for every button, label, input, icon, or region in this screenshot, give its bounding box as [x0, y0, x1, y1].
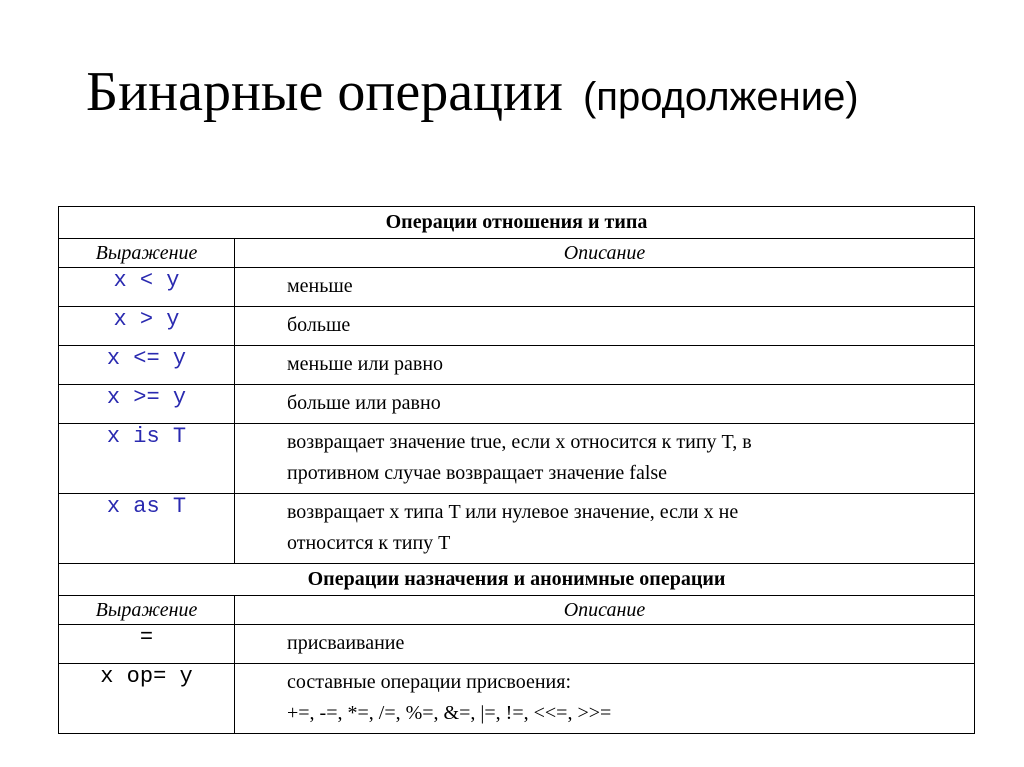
table-row [59, 268, 975, 307]
description-cell [235, 424, 975, 494]
column-header-row [59, 239, 975, 268]
expression-cell: x >= y [59, 385, 235, 424]
description-text: больше [287, 314, 351, 336]
page-title [86, 62, 859, 124]
description-cell [235, 494, 975, 564]
title-subtitle: (продолжение) [582, 75, 859, 119]
section-header-assignment: Операции назначения и анонимные операции [59, 564, 975, 596]
column-header-row [59, 596, 975, 625]
description-text: возвращает x типа T или нулевое значение, если x не [287, 501, 739, 523]
description-cell [235, 346, 975, 385]
expression-cell: x <= y [59, 346, 235, 385]
description-text: больше или равно [287, 392, 441, 414]
column-header-expression: Выражение [59, 239, 235, 268]
expression-cell: x > y [59, 307, 235, 346]
expression-cell: x < y [59, 268, 235, 307]
section-header-relational: Операции отношения и типа [59, 207, 975, 239]
description-text-continued: относится к типу T [287, 532, 451, 554]
expression-cell: x op= y [59, 664, 235, 734]
description-text-continued: противном случае возвращает значение false [287, 462, 668, 484]
description-text: меньше [287, 275, 353, 297]
expression-cell: x is T [59, 424, 235, 494]
operations-table [58, 206, 975, 734]
table-row [59, 346, 975, 385]
table-row [59, 385, 975, 424]
description-cell [235, 385, 975, 424]
section-header-row [59, 207, 975, 239]
description-cell [235, 664, 975, 734]
table-row [59, 664, 975, 734]
section-header-row [59, 564, 975, 596]
description-cell [235, 268, 975, 307]
description-text: возвращает значение true, если x относится к типу T, в [287, 431, 752, 453]
expression-cell: x as T [59, 494, 235, 564]
column-header-description: Описание [235, 596, 975, 625]
description-text: меньше или равно [287, 353, 444, 375]
description-text: составные операции присвоения: [287, 671, 572, 693]
expression-cell: = [59, 625, 235, 664]
description-text-continued: +=, -=, *=, /=, %=, &=, |=, !=, <<=, >>= [287, 702, 612, 724]
table-row [59, 307, 975, 346]
title-main: Бинарные операции [86, 61, 563, 123]
table-row [59, 494, 975, 564]
column-header-description: Описание [235, 239, 975, 268]
column-header-expression: Выражение [59, 596, 235, 625]
table-row [59, 625, 975, 664]
description-text: присваивание [287, 632, 405, 654]
table-row [59, 424, 975, 494]
description-cell [235, 625, 975, 664]
description-cell [235, 307, 975, 346]
